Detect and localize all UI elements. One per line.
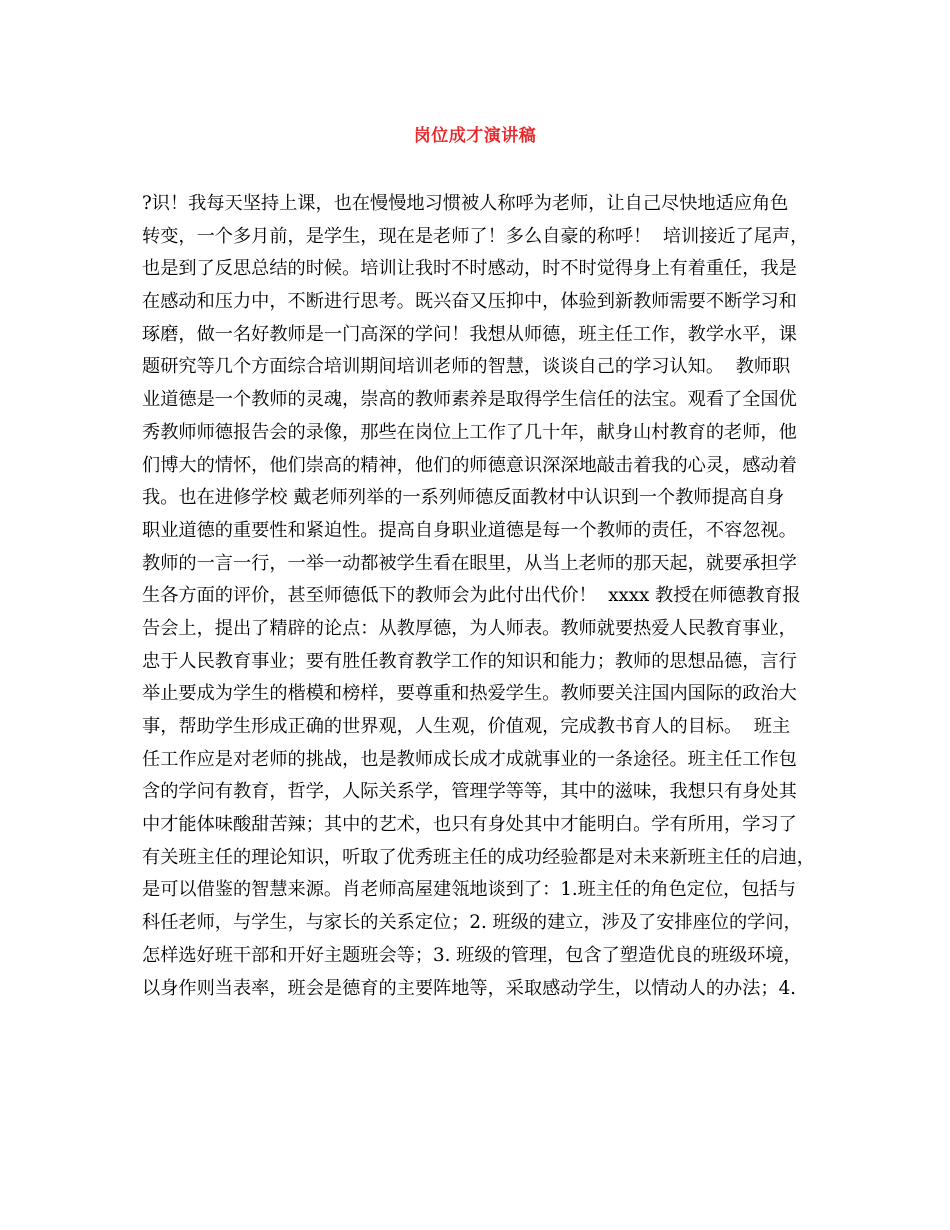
- text-line: 事，帮助学生形成正确的世界观，人生观，价值观，完成教书育人的目标。 班主: [142, 716, 791, 737]
- text-line: 教师的一言一行，一举一动都被学生看在眼里，从当上老师的那天起，就要承担学: [142, 552, 797, 574]
- document-title: 岗位成才演讲稿: [413, 126, 537, 146]
- text-line: 以身作则当表率，班会是德育的主要阵地等，采取感动学生，以情动人的办法；4.: [142, 977, 796, 999]
- text-line: ?识！我每天坚持上课，也在慢慢地习惯被人称呼为老师，让自己尽快地适应角色: [142, 193, 789, 214]
- document-body: [142, 188, 832, 1005]
- text-line: 秀教师师德报告会的录像，那些在岗位上工作了几十年，献身山村教育的老师，他: [142, 421, 797, 443]
- text-line: 是可以借鉴的智慧来源。肖老师高屋建瓴地谈到了：1.班主任的角色定位，包括与: [142, 879, 796, 901]
- text-line: 举止要成为学生的楷模和榜样，要尊重和热爱学生。教师要关注国内国际的政治大: [142, 683, 797, 705]
- text-line: 业道德是一个教师的灵魂，崇高的教师素养是取得学生信任的法宝。观看了全国优: [142, 389, 797, 411]
- text-line: 在感动和压力中，不断进行思考。既兴奋又压抑中，体验到新教师需要不断学习和: [142, 291, 797, 313]
- text-line: 也是到了反思总结的时候。培训让我时不时感动，时不时觉得身上有着重任，我是: [142, 258, 797, 280]
- text-line: 告会上，提出了精辟的论点：从教厚德，为人师表。教师就要热爱人民教育事业，: [142, 617, 797, 639]
- text-line: 任工作应是对老师的挑战，也是教师成长成才成就事业的一条途径。班主任工作包: [142, 748, 797, 770]
- text-line: 转变，一个多月前，是学生，现在是老师了！多么自豪的称呼！ 培训接近了尾声，: [142, 225, 809, 247]
- text-line: 中才能体味酸甜苦辣；其中的艺术，也只有身处其中才能明白。学有所用，学习了: [142, 814, 797, 836]
- text-line: 怎样选好班干部和开好主题班会等；3. 班级的管理，包含了塑造优良的班级环境，: [142, 944, 802, 966]
- text-line: 们博大的情怀，他们崇高的精神，他们的师德意识深深地敲击着我的心灵，感动着: [142, 454, 797, 476]
- text-line: 科任老师，与学生，与家长的关系定位；2. 班级的建立，涉及了安排座位的学问，: [142, 912, 802, 934]
- text-line: 含的学问有教育，哲学，人际关系学，管理学等等，其中的滋味，我想只有身处其: [142, 781, 797, 803]
- text-line: 有关班主任的理论知识，听取了优秀班主任的成功经验都是对未来新班主任的启迪，: [142, 846, 815, 868]
- text-line: 忠于人民教育事业；要有胜任教育教学工作的知识和能力；教师的思想品德，言行: [142, 650, 797, 672]
- text-line: 职业道德的重要性和紧迫性。提高自身职业道德是每一个教师的责任，不容忽视。: [142, 519, 797, 541]
- text-line: 生各方面的评价，甚至师德低下的教师会为此付出代价！ xxxx 教授在师德教育报: [142, 585, 801, 607]
- text-line: 我。也在进修学校 戴老师列举的一系列师德反面教材中认识到一个教师提高自身: [142, 487, 785, 509]
- text-line: 题研究等几个方面综合培训期间培训老师的智慧，谈谈自己的学习认知。 教师职: [142, 356, 791, 378]
- text-line: 琢磨，做一名好教师是一门高深的学问！我想从师德，班主任工作，教学水平，课: [142, 323, 797, 345]
